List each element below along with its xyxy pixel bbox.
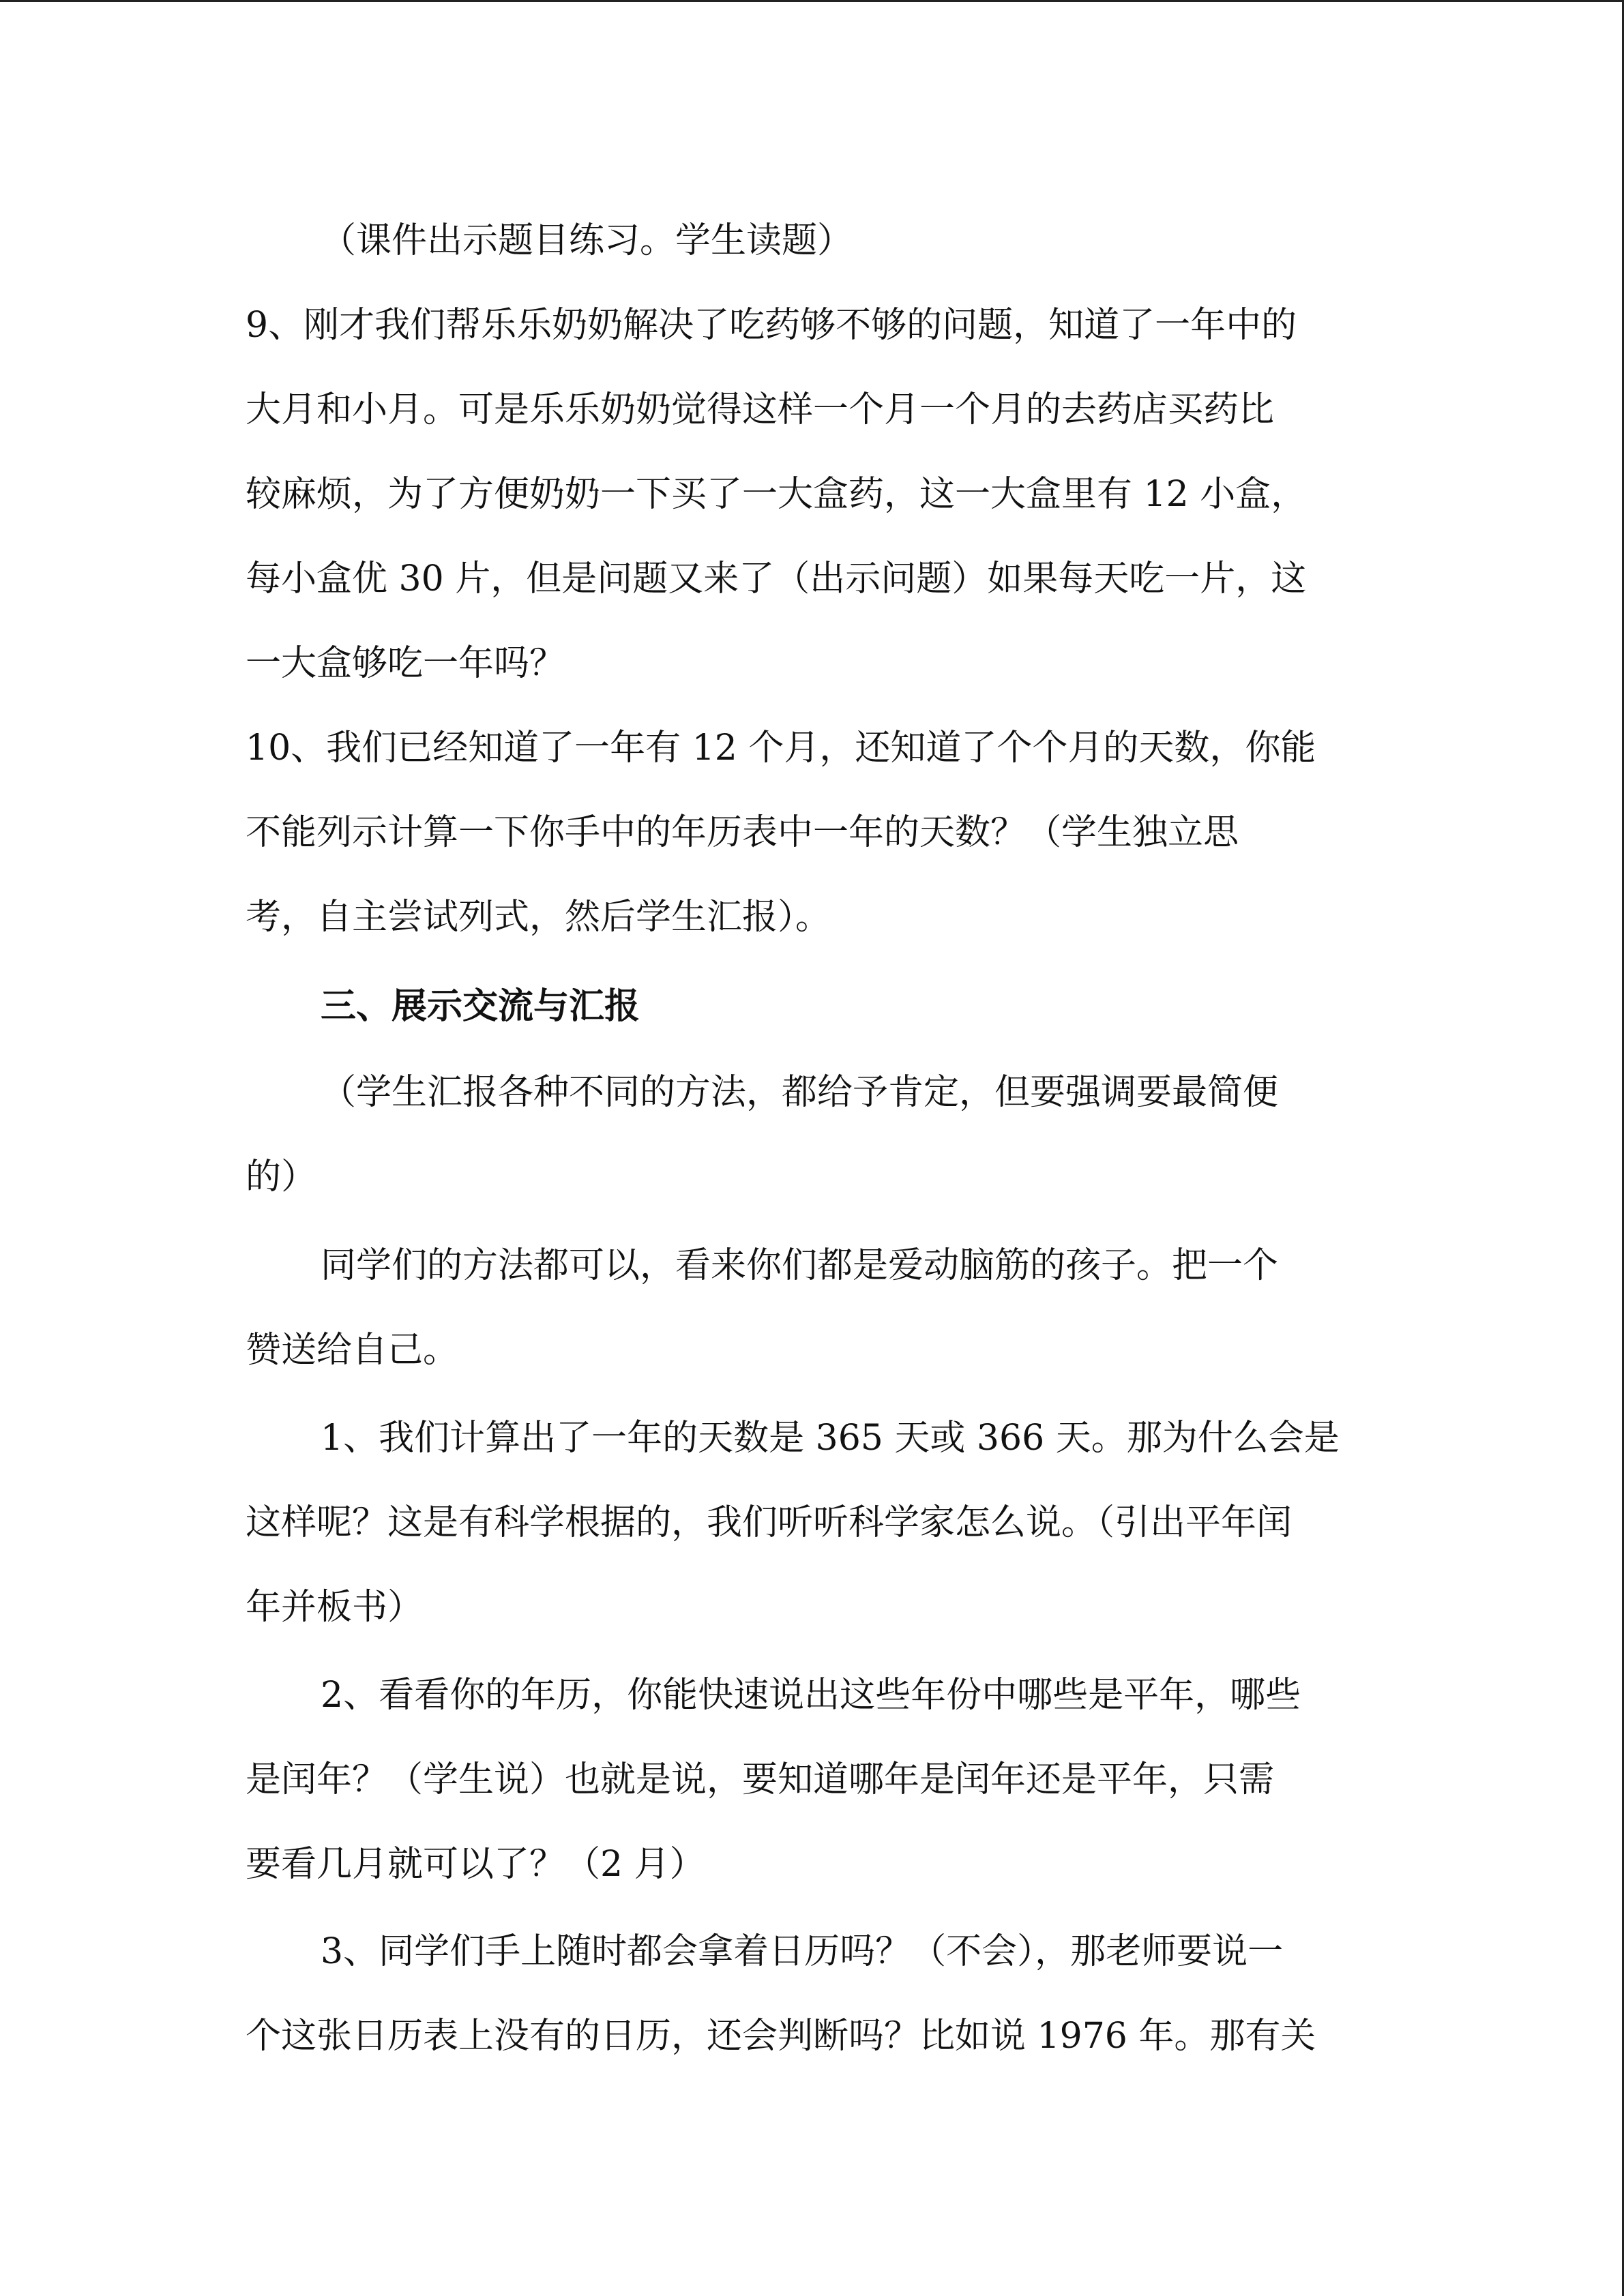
paragraph-report-note-line-1: （学生汇报各种不同的方法，都给予肯定，但要强调要最简便 [321,1072,1279,1113]
paragraph-item-9-line-5: 一大盒够吃一年吗？ [246,643,565,684]
paragraph-point-1-line-1: 1、我们计算出了一年的天数是 365 天或 366 天。那为什么会是 [321,1418,1340,1459]
section-heading-3: 三、展示交流与汇报 [321,985,640,1027]
paragraph-point-2-line-3: 要看几月就可以了？（2 月） [246,1844,705,1885]
paragraph-praise-line-1: 同学们的方法都可以，看来你们都是爱动脑筋的孩子。把一个 [321,1245,1279,1286]
paragraph-item-10-line-3: 考，自主尝试列式，然后学生汇报）。 [246,897,831,938]
paragraph-point-3-line-1: 3、同学们手上随时都会拿着日历吗？（不会），那老师要说一 [321,1931,1284,1972]
paragraph-report-note-line-2: 的） [246,1157,317,1197]
paragraph-point-2-line-2: 是闰年？（学生说）也就是说，要知道哪年是闰年还是平年，只需 [246,1759,1275,1800]
paragraph-item-9-line-4: 每小盒优 30 片，但是问题又来了（出示问题）如果每天吃一片，这 [246,558,1307,599]
paragraph-praise-line-2: 赞送给自己。 [246,1330,459,1371]
paragraph-courseware-note: （课件出示题目练习。学生读题） [321,220,853,261]
paragraph-item-10-line-1: 10、我们已经知道了一年有 12 个月，还知道了个个月的天数，你能 [246,728,1316,769]
paragraph-item-9-line-3: 较麻烦，为了方便奶奶一下买了一大盒药，这一大盒里有 12 小盒， [246,474,1307,515]
paragraph-point-1-line-3: 年并板书） [246,1587,424,1628]
paragraph-point-2-line-1: 2、看看你的年历，你能快速说出这些年份中哪些是平年，哪些 [321,1675,1301,1716]
paragraph-item-9-line-2: 大月和小月。可是乐乐奶奶觉得这样一个月一个月的去药店买药比 [246,389,1275,430]
paragraph-item-9-line-1: 9、刚才我们帮乐乐奶奶解决了吃药够不够的问题，知道了一年中的 [246,305,1297,346]
paragraph-item-10-line-2: 不能列示计算一下你手中的年历表中一年的天数？（学生独立思 [246,812,1239,853]
paragraph-point-1-line-2: 这样呢？这是有科学根据的，我们听听科学家怎么说。（引出平年闰 [246,1502,1293,1543]
paragraph-point-3-line-2: 个这张日历表上没有的日历，还会判断吗？比如说 1976 年。那有关 [246,2016,1316,2057]
